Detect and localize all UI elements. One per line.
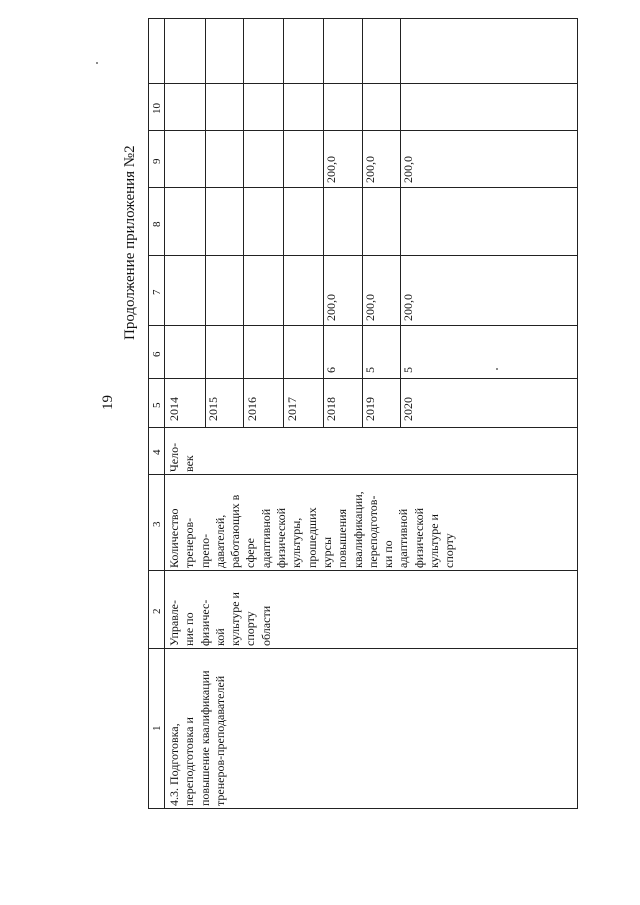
table-caption: Продолжение приложения №2 [122, 145, 138, 340]
table-border-left [148, 18, 149, 808]
executor-line: культуре и [228, 592, 243, 646]
value-2020-c6: 200,0 [401, 294, 415, 321]
col-sep-7-8 [148, 255, 578, 256]
year-2017: 2017 [285, 397, 299, 421]
year-2020: 2020 [401, 397, 415, 421]
indicator-line: культуры, [289, 517, 304, 568]
value-2019-c8: 200,0 [363, 156, 377, 183]
indicator-line: адаптивной [396, 508, 411, 568]
col-number-4: 4 [151, 449, 163, 455]
col-sep-10 [148, 83, 578, 84]
executor-line: Управле- [167, 599, 181, 646]
indicator-line: переподготов- [365, 495, 380, 568]
col-sep-6-7 [148, 325, 578, 326]
row-sep-2015 [243, 18, 244, 428]
value-2018-c6: 200,0 [324, 294, 338, 321]
indicator-line: квалификации, [350, 491, 365, 568]
scan-speck [496, 368, 498, 370]
table-border-right [577, 18, 578, 808]
year-2018: 2018 [324, 397, 338, 421]
executor-line: ние по [182, 612, 197, 646]
measure-name-line: переподготовка и [182, 717, 197, 806]
col-number-9: 9 [151, 158, 163, 164]
col-sep-9-10 [148, 130, 578, 131]
indicator-line: повышения [335, 508, 350, 568]
row-sep-2016 [283, 18, 284, 428]
measure-name-line: 4.3. Подготовка, [167, 723, 181, 806]
col-number-10: 10 [151, 103, 163, 114]
value-2019-c6: 200,0 [363, 294, 377, 321]
indicator-line: сфере [243, 538, 258, 568]
indicator-line: работающих в [228, 494, 243, 568]
col-sep-5-6 [148, 378, 578, 379]
year-2019: 2019 [363, 397, 377, 421]
indicator-line: прошедших [304, 507, 319, 568]
table-border-bottom [148, 808, 578, 809]
col-number-3: 3 [151, 521, 163, 527]
scan-speck [96, 62, 98, 64]
year-2016: 2016 [245, 397, 259, 421]
indicator-line: адаптивной [258, 508, 273, 568]
indicator-line: препо- [197, 533, 212, 568]
responsible-executor [167, 592, 274, 646]
unit-of-measure [167, 443, 198, 472]
indicator-line: физической [274, 508, 289, 568]
indicator-line: физической [411, 508, 426, 568]
col-sep-8-9 [148, 187, 578, 188]
year-2015: 2015 [206, 397, 220, 421]
executor-line: кой [212, 628, 227, 646]
indicator-line: давателей, [212, 514, 227, 568]
indicator-name [167, 491, 458, 568]
col-number-8: 8 [151, 221, 163, 227]
measure-name [167, 670, 228, 806]
unit-line: век [182, 455, 197, 472]
table-border-top [148, 18, 578, 19]
measure-name-line: тренеров-преподавателей [212, 675, 227, 806]
executor-line: спорту [243, 611, 258, 646]
executor-line: физичес- [197, 599, 212, 646]
indicator-line: ки по [381, 540, 396, 568]
col-sep-3-4 [148, 474, 578, 475]
year-2014: 2014 [167, 397, 181, 421]
col-sep-2-3 [148, 570, 578, 571]
page-number: 19 [100, 395, 116, 410]
value-2018-c5: 6 [324, 367, 338, 373]
unit-line: Чело- [167, 442, 181, 472]
value-2019-c5: 5 [363, 367, 377, 373]
row-sep-2014 [205, 18, 206, 428]
header-separator [164, 18, 165, 808]
indicator-line: курсы [319, 536, 334, 568]
indicator-line: культуре и [427, 514, 442, 568]
indicator-line: Количество [167, 508, 181, 568]
indicator-line: тренеров- [182, 517, 197, 568]
col-number-7: 7 [151, 289, 163, 295]
value-2020-c8: 200,0 [401, 156, 415, 183]
executor-line: области [258, 605, 273, 646]
col-number-5: 5 [151, 402, 163, 408]
indicator-line: спорту [442, 533, 457, 568]
col-number-6: 6 [151, 351, 163, 357]
measure-name-line: повышение квалификации [197, 670, 212, 806]
col-sep-4-5 [148, 427, 578, 428]
col-sep-1-2 [148, 648, 578, 649]
col-number-2: 2 [151, 608, 163, 614]
col-number-1: 1 [151, 725, 163, 731]
value-2020-c5: 5 [401, 367, 415, 373]
value-2018-c8: 200,0 [324, 156, 338, 183]
